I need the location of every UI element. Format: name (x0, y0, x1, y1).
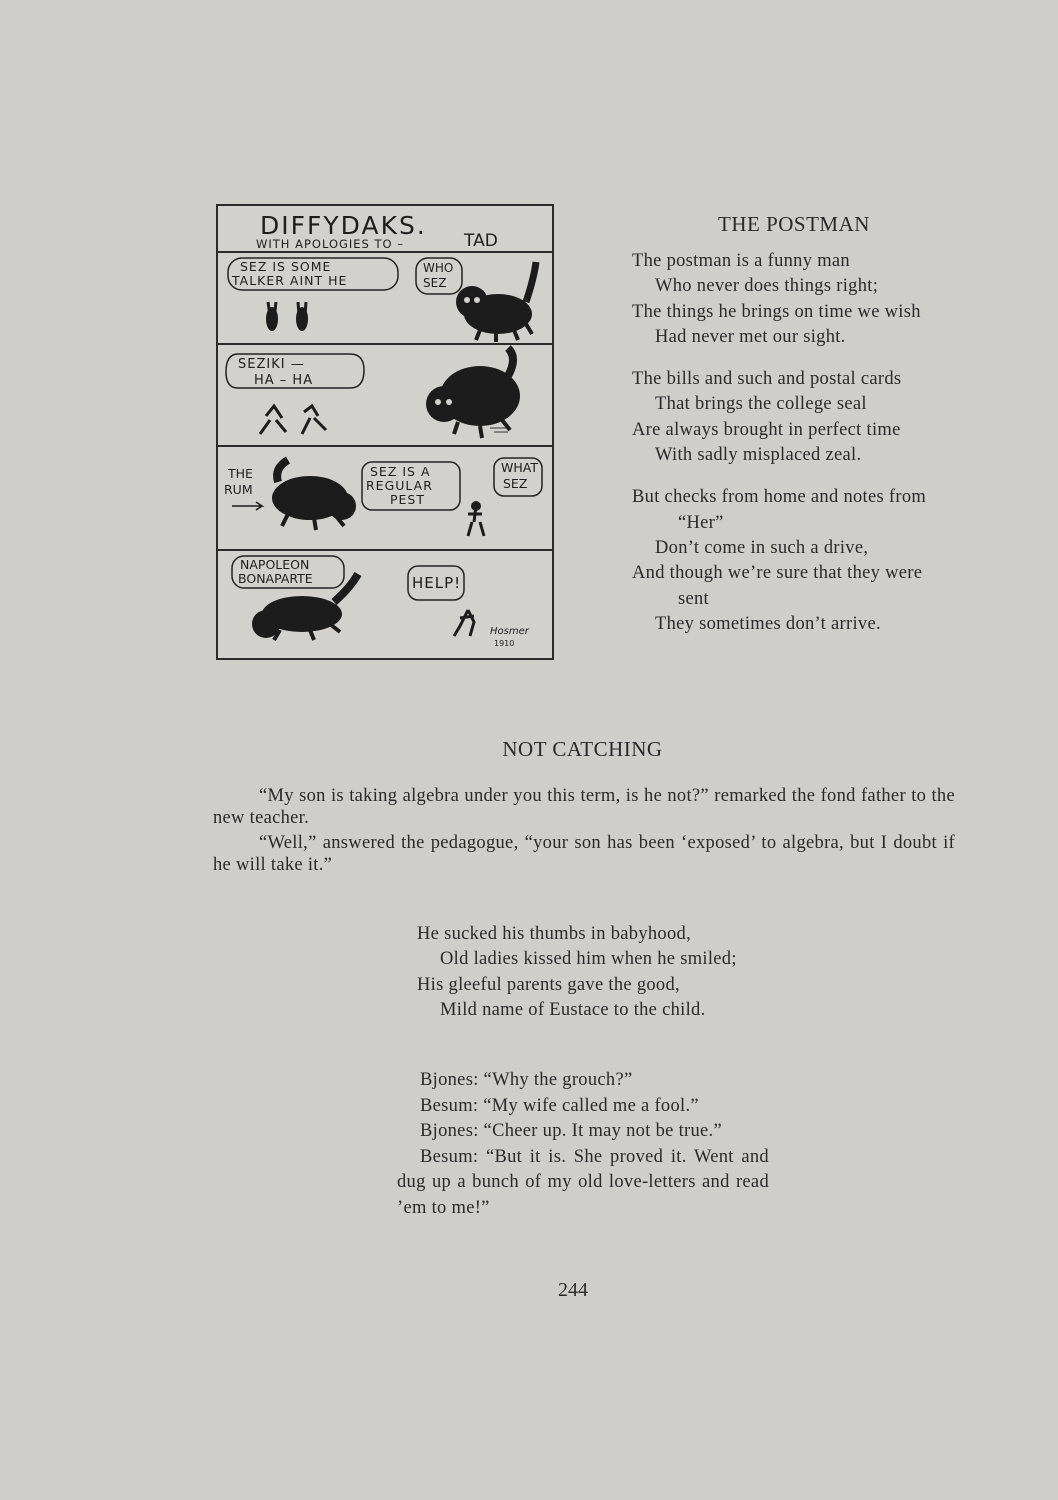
panel-3 (224, 458, 542, 536)
bubble-text: HA – HA (254, 373, 314, 388)
poem-line: That brings the college seal (655, 394, 867, 415)
artist-year: 1910 (494, 639, 515, 648)
poem-line: Are always brought in perfect time (632, 419, 901, 440)
page-number: 244 (558, 1279, 588, 1301)
poem-line: They sometimes don’t arrive. (655, 613, 881, 634)
bubble-text: REGULAR (366, 478, 433, 493)
poem-line: “Her” (678, 512, 724, 533)
bubble-text: TALKER AINT HE (232, 273, 348, 288)
bubble-text: SEZ IS A (370, 464, 431, 479)
panel-2 (226, 348, 520, 438)
poem-line: But checks from home and notes from (632, 487, 927, 508)
poem-line: The bills and such and postal cards (632, 369, 902, 390)
bubble-text: SEZIKI — (238, 357, 305, 372)
poem-eustace (417, 922, 737, 1023)
arrow-icon (232, 502, 262, 510)
comic-title: DIFFYDAKS. (260, 211, 427, 240)
cat-icon (456, 262, 536, 342)
artist-signature: Hosmer (490, 626, 529, 637)
poem-line: His gleeful parents gave the good, (417, 974, 680, 995)
comic-subtitle: WITH APOLOGIES TO – (256, 237, 404, 251)
bubble-text: WHAT (501, 460, 538, 475)
cat-icon (426, 348, 520, 438)
comic-strip (216, 204, 554, 660)
poem-line: The things he brings on time we wish (632, 301, 921, 322)
stanza-1 (632, 249, 972, 350)
bubble-text: SEZ (503, 476, 528, 491)
bubble-text: SEZ IS SOME (240, 259, 332, 274)
prose-not-catching (213, 785, 955, 879)
poem-line: And though we’re sure that they were (632, 563, 923, 584)
dialog-joke (397, 1068, 769, 1222)
poem-line: He sucked his thumbs in babyhood, (417, 924, 692, 944)
bubble-text: SEZ (423, 276, 447, 290)
poem-line: Don’t come in such a drive, (655, 537, 869, 558)
figure-icon (266, 307, 278, 331)
bubble-text: NAPOLEON (240, 557, 310, 572)
poem-line: sent (678, 588, 710, 609)
dialog-line: Bjones: “Cheer up. It may not be true.” (420, 1121, 722, 1142)
poem-line: Who never does things right; (655, 276, 879, 297)
running-figures-icon (260, 406, 326, 434)
figure-icon (296, 307, 308, 331)
paragraph: “Well,” answered the pedagogue, “your son has been ‘exposed’ to algebra, but I doubt if he will take it.” (213, 833, 955, 875)
comic-label: RUM (224, 482, 253, 497)
comic-signature: TAD (464, 231, 498, 251)
comic-drawing (218, 206, 552, 658)
poem-postman (632, 212, 972, 654)
poem-line: The postman is a funny man (632, 251, 850, 271)
bubble-text: BONAPARTE (238, 571, 313, 586)
dialog-line: Besum: “But it is. She proved it. Went and dug up a bunch of my old love-letters and read ’em to me!” (397, 1146, 769, 1218)
paragraph: “My son is taking algebra under you this term, is he not?” remarked the fond father to the new teacher. (213, 786, 955, 828)
poem-title: THE POSTMAN (718, 212, 870, 236)
poem-line: Mild name of Eustace to the child. (440, 999, 706, 1020)
figure-head-icon (471, 501, 481, 511)
bubble-text: WHO (423, 261, 454, 275)
panel-4 (232, 556, 530, 648)
cat-icon (272, 460, 356, 530)
panel-1 (228, 258, 536, 342)
running-figure-icon (454, 610, 474, 636)
stanza-3 (632, 485, 972, 637)
poem-line: With sadly misplaced zeal. (655, 445, 862, 466)
section-title: NOT CATCHING (502, 737, 663, 761)
dialog-line: Bjones: “Why the grouch?” (420, 1070, 633, 1090)
bubble-text: HELP! (412, 574, 462, 592)
poem-line: Had never met our sight. (655, 326, 846, 347)
poem-line: Old ladies kissed him when he smiled; (440, 949, 737, 970)
bubble-text: PEST (390, 492, 426, 507)
stanza-2 (632, 367, 972, 468)
comic-label: THE (228, 466, 253, 481)
dialog-line: Besum: “My wife called me a fool.” (420, 1095, 699, 1116)
